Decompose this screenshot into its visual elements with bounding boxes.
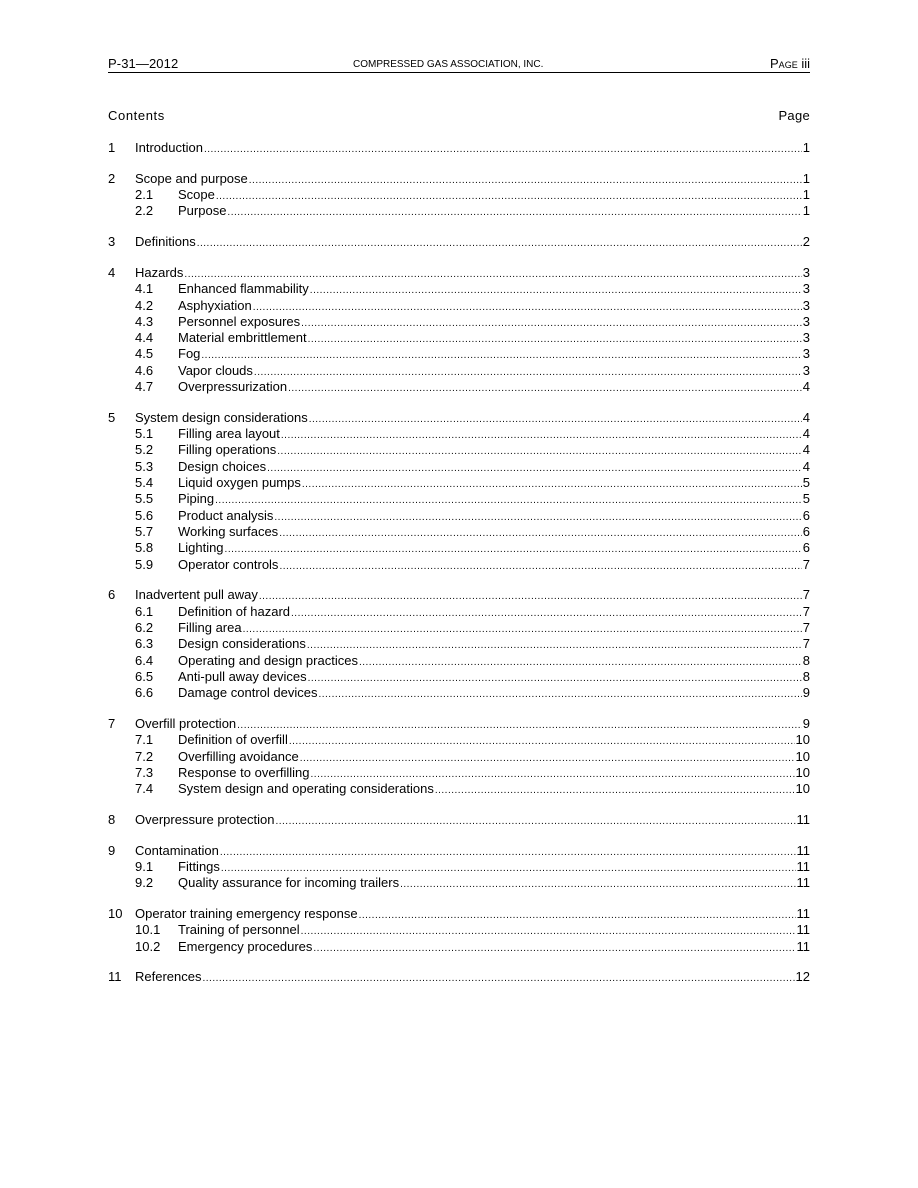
toc-entry-page: 8 <box>802 652 810 668</box>
dot-leader <box>243 622 802 638</box>
dot-leader <box>309 412 802 428</box>
toc-entry-title: References <box>135 969 202 985</box>
toc-entry-page: 6 <box>802 523 810 539</box>
toc-entry-page: 4 <box>802 426 810 442</box>
toc-entry-title: Quality assurance for incoming trailers <box>178 875 400 891</box>
toc-entry-title: Product analysis <box>178 507 274 523</box>
toc-entry-number: 6.3 <box>135 636 154 652</box>
toc-heading-row <box>108 108 810 126</box>
document-id: P-31—2012 <box>108 56 179 71</box>
toc-entry-title: Emergency procedures <box>178 938 313 954</box>
toc-entry-title: Definitions <box>135 234 196 250</box>
dot-leader <box>308 671 802 687</box>
toc-entry-page: 11 <box>796 906 810 922</box>
toc-entry-page: 9 <box>802 685 810 701</box>
toc-entry[interactable] <box>108 969 810 985</box>
running-header <box>108 53 810 73</box>
toc-entry-page: 3 <box>802 264 810 280</box>
toc-subentry[interactable] <box>108 203 810 219</box>
toc-entry[interactable] <box>108 140 810 156</box>
table-of-contents <box>108 140 810 1000</box>
toc-entry-number: 9 <box>108 842 116 858</box>
toc-subentry[interactable] <box>108 281 810 297</box>
dot-leader <box>220 845 796 861</box>
toc-entry[interactable] <box>108 843 810 859</box>
toc-entry-title: Definition of hazard <box>178 603 291 619</box>
toc-subentry[interactable] <box>108 669 810 685</box>
toc-entry-page: 12 <box>795 969 810 985</box>
dot-leader <box>281 428 802 444</box>
toc-entry[interactable] <box>108 906 810 922</box>
toc-entry-page: 9 <box>802 715 810 731</box>
toc-subentry[interactable] <box>108 685 810 701</box>
toc-entry-title: Working surfaces <box>178 523 279 539</box>
toc-entry-number: 7 <box>108 715 116 731</box>
toc-entry-number: 6.4 <box>135 652 154 668</box>
toc-entry-page: 3 <box>802 281 810 297</box>
dot-leader <box>313 941 795 957</box>
toc-entry-page: 7 <box>802 556 810 572</box>
toc-entry-title: Filling area layout <box>178 426 280 442</box>
toc-entry-title: Overfilling avoidance <box>178 748 299 764</box>
dot-leader <box>275 814 795 830</box>
toc-entry-page: 7 <box>802 603 810 619</box>
toc-entry-number: 4 <box>108 264 116 280</box>
toc-entry-title: Design choices <box>178 458 267 474</box>
toc-subentry[interactable] <box>108 475 810 491</box>
toc-entry-title: Definition of overfill <box>178 732 288 748</box>
page-indicator <box>770 56 810 71</box>
toc-entry-title: Training of personnel <box>178 922 300 938</box>
toc-subentry[interactable] <box>108 330 810 346</box>
toc-entry-number: 7.4 <box>135 781 154 797</box>
toc-subentry[interactable] <box>108 346 810 362</box>
dot-leader <box>202 971 794 987</box>
toc-subentry[interactable] <box>108 442 810 458</box>
toc-entry-number: 1 <box>108 140 116 155</box>
toc-entry-page: 11 <box>796 938 810 954</box>
toc-entry-page: 3 <box>802 297 810 313</box>
toc-entry-number: 9.1 <box>135 858 154 874</box>
toc-entry-page: 11 <box>796 858 810 874</box>
toc-entry-title: Anti-pull away devices <box>178 668 307 684</box>
toc-entry-title: Piping <box>178 491 215 507</box>
toc-entry-page: 4 <box>802 379 810 395</box>
toc-entry-number: 4.4 <box>135 330 154 346</box>
toc-entry-title: Scope <box>178 187 215 203</box>
toc-entry-page: 11 <box>796 922 810 938</box>
toc-subentry[interactable] <box>108 491 810 507</box>
toc-subentry[interactable] <box>108 187 810 203</box>
dot-leader <box>359 908 796 924</box>
toc-entry-number: 5.7 <box>135 523 154 539</box>
toc-entry-number: 3 <box>108 234 116 250</box>
dot-leader <box>400 877 795 893</box>
toc-entry-number: 2.2 <box>135 203 154 219</box>
toc-section-group <box>108 587 810 701</box>
toc-subentry[interactable] <box>108 636 810 652</box>
toc-subentry[interactable] <box>108 922 810 938</box>
toc-entry-number: 6.2 <box>135 619 154 635</box>
toc-subentry[interactable] <box>108 732 810 748</box>
toc-subentry[interactable] <box>108 781 810 797</box>
toc-entry-page: 6 <box>802 507 810 523</box>
toc-entry-title: Scope and purpose <box>135 170 248 186</box>
toc-entry-number: 5.6 <box>135 507 154 523</box>
toc-entry-title: System design considerations <box>135 409 308 425</box>
toc-entry-page: 10 <box>795 748 810 764</box>
dot-leader <box>249 173 802 189</box>
toc-entry-number: 5.1 <box>135 426 154 442</box>
dot-leader <box>277 444 801 460</box>
toc-entry-number: 7.3 <box>135 764 154 780</box>
toc-section-group <box>108 843 810 892</box>
toc-subentry[interactable] <box>108 379 810 395</box>
toc-entry-number: 4.3 <box>135 313 154 329</box>
dot-leader <box>300 751 795 767</box>
toc-entry[interactable] <box>108 410 810 426</box>
page-number: iii <box>801 56 810 71</box>
toc-entry-page: 7 <box>802 587 810 603</box>
dot-leader <box>291 606 802 622</box>
toc-entry[interactable] <box>108 587 810 603</box>
toc-entry-page: 11 <box>796 811 810 827</box>
toc-entry[interactable] <box>108 234 810 250</box>
organization-name: COMPRESSED GAS ASSOCIATION, INC. <box>353 59 544 70</box>
toc-entry-number: 5.3 <box>135 458 154 474</box>
toc-subentry[interactable] <box>108 859 810 875</box>
dot-leader <box>435 783 795 799</box>
toc-entry-number: 4.1 <box>135 281 154 297</box>
toc-entry-number: 4.6 <box>135 362 154 378</box>
dot-leader <box>254 365 802 381</box>
dot-leader <box>288 381 802 397</box>
toc-subentry[interactable] <box>108 363 810 379</box>
toc-section-group <box>108 906 810 955</box>
toc-entry-title: System design and operating considerations <box>178 781 434 797</box>
toc-entry-number: 5.4 <box>135 475 154 491</box>
toc-entry-number: 10.1 <box>135 922 161 938</box>
toc-entry-number: 6 <box>108 587 116 603</box>
dot-leader <box>215 493 802 509</box>
toc-entry-page: 5 <box>802 491 810 507</box>
toc-subentry[interactable] <box>108 765 810 781</box>
toc-subentry[interactable] <box>108 749 810 765</box>
toc-page-heading: Page <box>778 108 810 123</box>
toc-entry[interactable] <box>108 716 810 732</box>
toc-entry-page: 7 <box>802 619 810 635</box>
toc-entry-title: Operating and design practices <box>178 652 358 668</box>
dot-leader <box>310 283 802 299</box>
toc-subentry[interactable] <box>108 508 810 524</box>
toc-entry-page: 11 <box>796 842 810 858</box>
toc-section-group <box>108 234 810 250</box>
dot-leader <box>227 205 801 221</box>
toc-entry-title: Design considerations <box>178 636 306 652</box>
toc-entry-title: Contamination <box>135 842 219 858</box>
dot-leader <box>318 687 801 703</box>
toc-entry-title: Hazards <box>135 264 184 280</box>
toc-section-group <box>108 716 810 797</box>
toc-entry-number: 7.1 <box>135 732 154 748</box>
dot-leader <box>204 142 802 158</box>
dot-leader <box>237 718 802 734</box>
toc-entry-title: Introduction <box>135 140 203 155</box>
dot-leader <box>289 734 795 750</box>
toc-entry-title: Response to overfilling <box>178 764 310 780</box>
toc-entry-title: Personnel exposures <box>178 313 301 329</box>
dot-leader <box>225 542 802 558</box>
toc-entry-title: Damage control devices <box>178 685 318 701</box>
toc-entry-page: 3 <box>802 346 810 362</box>
toc-entry-title: Lighting <box>178 540 224 556</box>
toc-entry-page: 1 <box>802 140 810 155</box>
toc-entry-number: 4.7 <box>135 379 154 395</box>
toc-entry-page: 3 <box>802 313 810 329</box>
toc-subentry[interactable] <box>108 426 810 442</box>
toc-entry-number: 10.2 <box>135 938 161 954</box>
dot-leader <box>359 655 802 671</box>
toc-entry-title: Purpose <box>178 203 227 219</box>
toc-section-group <box>108 812 810 828</box>
toc-subentry[interactable] <box>108 459 810 475</box>
toc-entry-number: 2 <box>108 170 116 186</box>
toc-entry-page: 4 <box>802 442 810 458</box>
toc-entry-page: 1 <box>802 170 810 186</box>
toc-entry-title: Fittings <box>178 858 220 874</box>
toc-entry-page: 10 <box>795 781 810 797</box>
toc-entry-number: 2.1 <box>135 187 154 203</box>
toc-entry-number: 8 <box>108 811 116 827</box>
toc-entry-title: Filling area <box>178 619 242 635</box>
toc-entry-page: 2 <box>802 234 810 250</box>
toc-entry-page: 1 <box>802 187 810 203</box>
toc-subentry[interactable] <box>108 540 810 556</box>
dot-leader <box>301 924 796 940</box>
toc-entry-number: 5.5 <box>135 491 154 507</box>
dot-leader <box>302 477 802 493</box>
toc-entry-title: Liquid oxygen pumps <box>178 475 301 491</box>
toc-entry-number: 6.5 <box>135 668 154 684</box>
toc-subentry[interactable] <box>108 557 810 573</box>
dot-leader <box>301 316 802 332</box>
toc-subentry[interactable] <box>108 939 810 955</box>
toc-subentry[interactable] <box>108 314 810 330</box>
toc-entry-number: 7.2 <box>135 748 154 764</box>
toc-entry-title: Asphyxiation <box>178 297 252 313</box>
toc-entry-number: 5.2 <box>135 442 154 458</box>
toc-entry-number: 10 <box>108 906 123 922</box>
toc-entry-title: Overfill protection <box>135 715 237 731</box>
toc-section-group <box>108 140 810 156</box>
toc-entry-page: 11 <box>796 875 810 891</box>
toc-entry-page: 7 <box>802 636 810 652</box>
toc-entry-number: 5 <box>108 409 116 425</box>
toc-entry-number: 4.2 <box>135 297 154 313</box>
toc-entry-number: 6.6 <box>135 685 154 701</box>
dot-leader <box>253 300 802 316</box>
toc-entry[interactable] <box>108 171 810 187</box>
toc-entry-page: 3 <box>802 362 810 378</box>
toc-title: Contents <box>108 108 165 123</box>
toc-entry-number: 6.1 <box>135 603 154 619</box>
toc-section-group <box>108 410 810 573</box>
toc-entry-number: 5.8 <box>135 540 154 556</box>
toc-entry[interactable] <box>108 265 810 281</box>
toc-section-group <box>108 265 810 395</box>
dot-leader <box>197 236 802 252</box>
toc-entry-title: Inadvertent pull away <box>135 587 258 603</box>
toc-entry-page: 8 <box>802 668 810 684</box>
toc-entry-number: 5.9 <box>135 556 154 572</box>
toc-entry-page: 4 <box>802 458 810 474</box>
toc-subentry[interactable] <box>108 524 810 540</box>
toc-section-group <box>108 171 810 220</box>
toc-entry[interactable] <box>108 812 810 828</box>
toc-entry-page: 10 <box>795 764 810 780</box>
toc-entry-title: Operator training emergency response <box>135 906 358 922</box>
toc-entry-title: Filling operations <box>178 442 277 458</box>
toc-entry-page: 1 <box>802 203 810 219</box>
toc-entry-title: Overpressure protection <box>135 811 275 827</box>
toc-entry-title: Enhanced flammability <box>178 281 309 297</box>
toc-subentry[interactable] <box>108 620 810 636</box>
dot-leader <box>267 461 802 477</box>
toc-section-group <box>108 969 810 985</box>
toc-entry-number: 4.5 <box>135 346 154 362</box>
toc-entry-number: 9.2 <box>135 875 154 891</box>
dot-leader <box>216 189 802 205</box>
dot-leader <box>279 526 802 542</box>
dot-leader <box>259 589 802 605</box>
toc-entry-page: 5 <box>802 475 810 491</box>
toc-subentry[interactable] <box>108 298 810 314</box>
toc-entry-page: 10 <box>795 732 810 748</box>
toc-entry-title: Overpressurization <box>178 379 288 395</box>
toc-entry-page: 3 <box>802 330 810 346</box>
toc-entry-title: Fog <box>178 346 201 362</box>
toc-entry-page: 4 <box>802 409 810 425</box>
toc-subentry[interactable] <box>108 875 810 891</box>
toc-entry-number: 11 <box>108 969 122 985</box>
toc-entry-title: Material embrittlement <box>178 330 307 346</box>
dot-leader <box>279 559 801 575</box>
toc-entry-title: Vapor clouds <box>178 362 253 378</box>
toc-entry-page: 6 <box>802 540 810 556</box>
dot-leader <box>274 510 801 526</box>
toc-subentry[interactable] <box>108 604 810 620</box>
toc-subentry[interactable] <box>108 653 810 669</box>
page-label: Page <box>770 56 798 71</box>
dot-leader <box>201 348 801 364</box>
toc-entry-title: Operator controls <box>178 556 279 572</box>
dot-leader <box>307 638 802 654</box>
dot-leader <box>308 332 802 348</box>
